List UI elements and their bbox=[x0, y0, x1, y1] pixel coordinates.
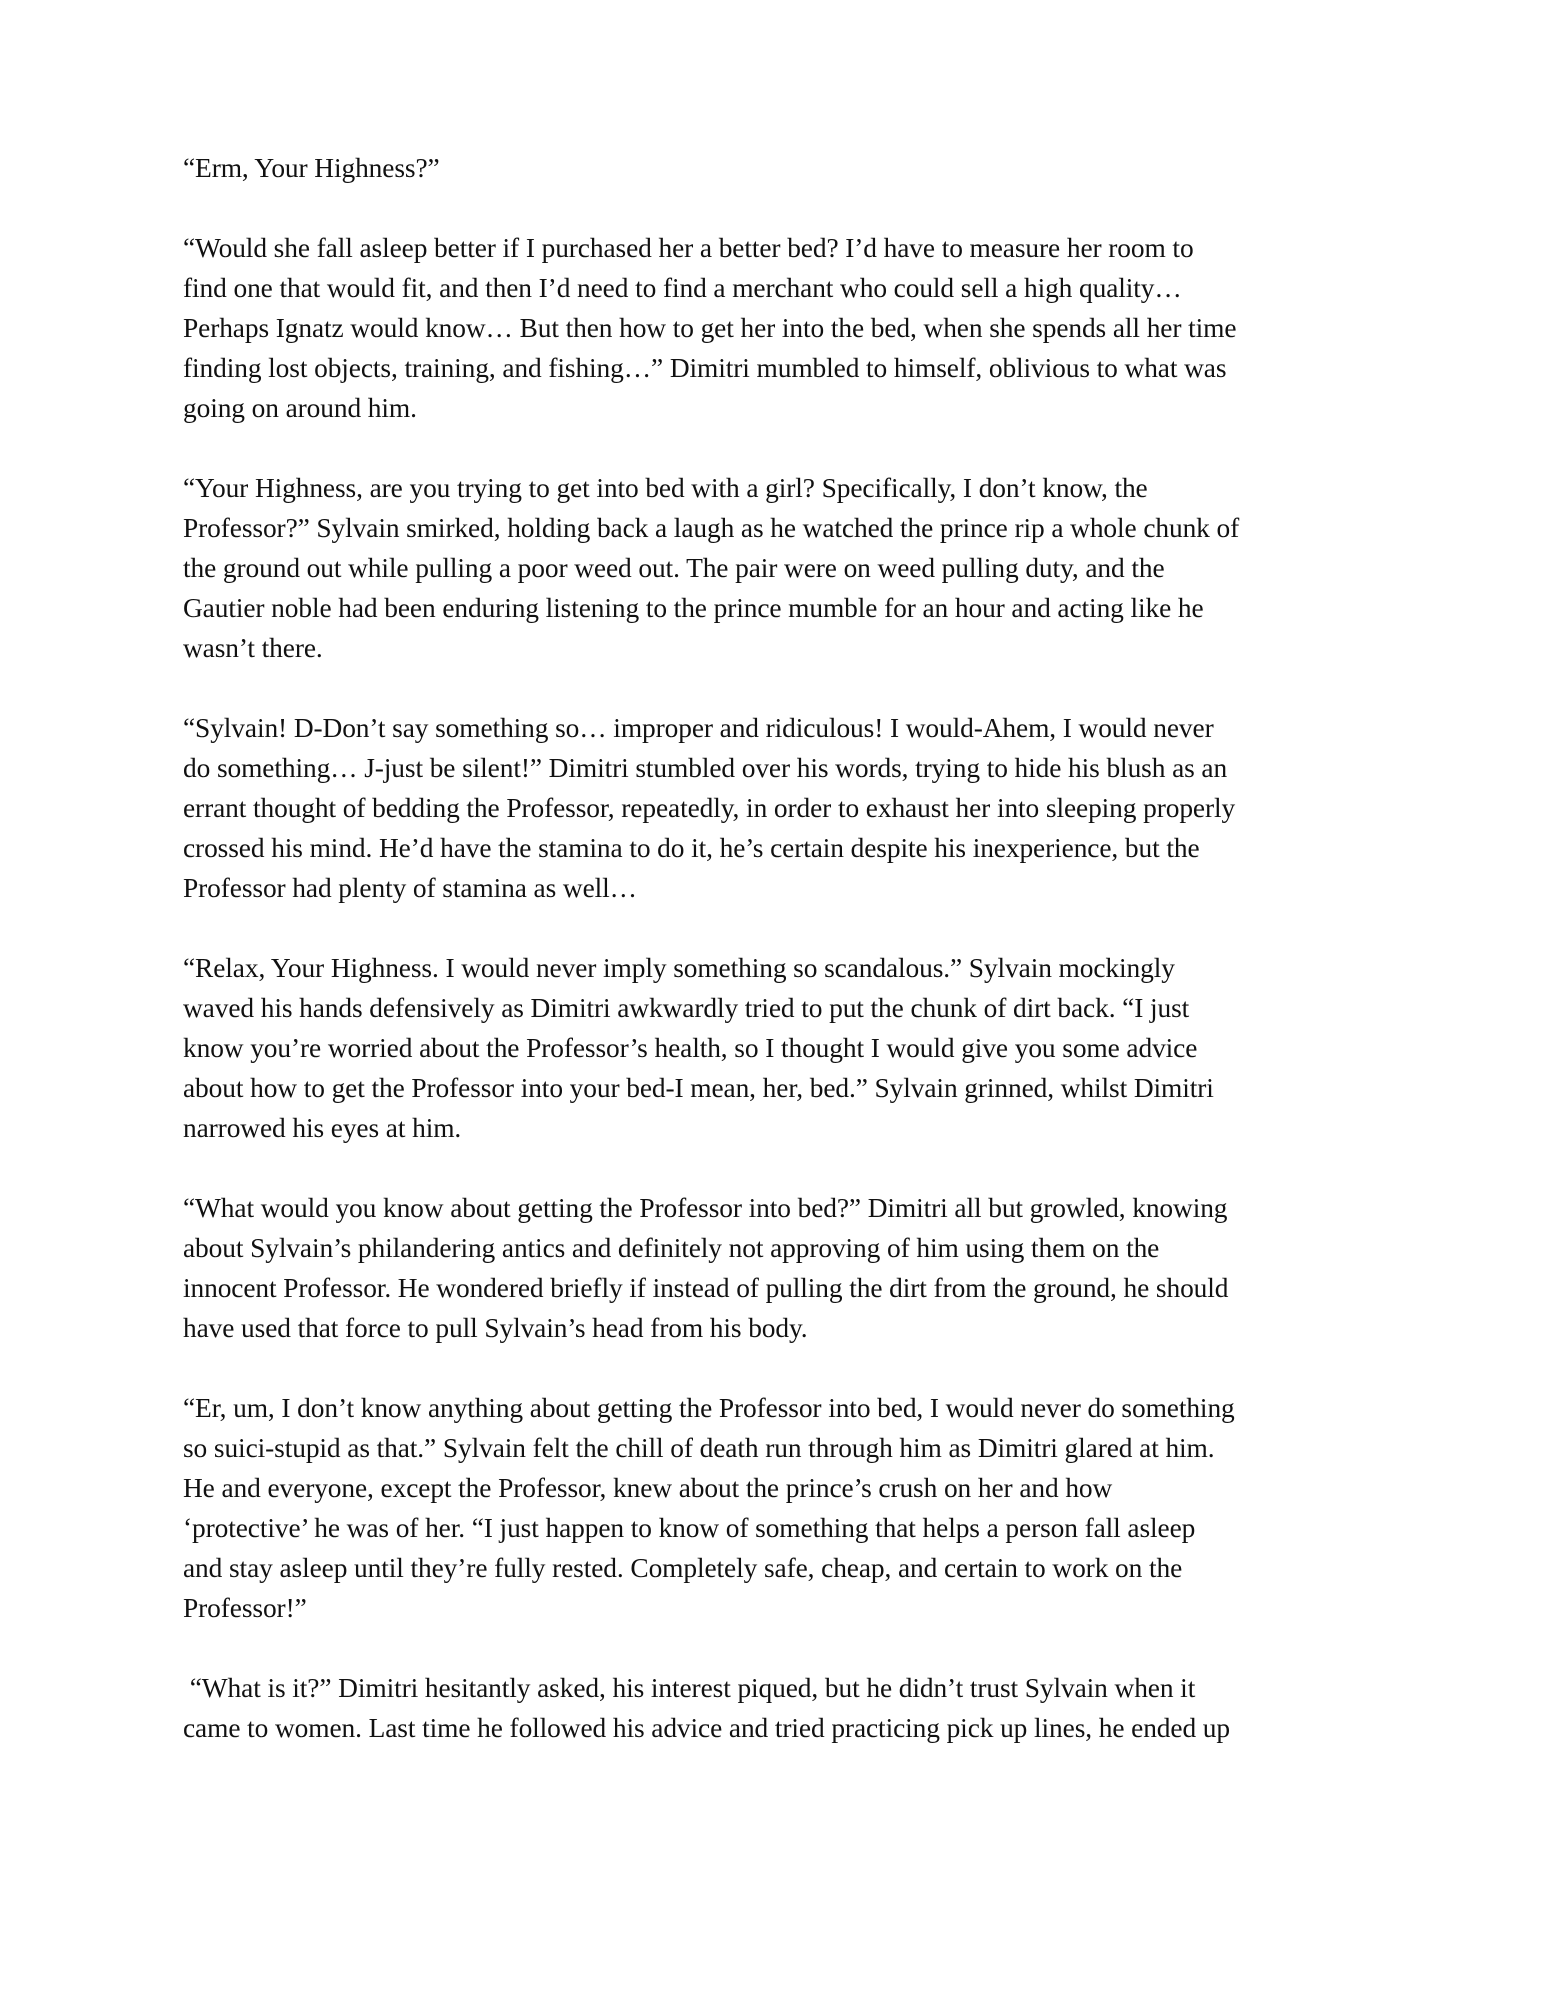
text-line: crossed his mind. He’d have the stamina to do it, he’s certain despite his inexperience, but the bbox=[183, 833, 1200, 863]
text-line: find one that would fit, and then I’d need to find a merchant who could sell a high quality… bbox=[183, 273, 1182, 303]
paragraph bbox=[183, 708, 1383, 908]
text-line: ‘protective’ he was of her. “I just happen to know of something that helps a person fall asleep bbox=[183, 1513, 1196, 1543]
text-line: have used that force to pull Sylvain’s head from his body. bbox=[183, 1313, 808, 1343]
paragraph bbox=[183, 1188, 1383, 1348]
text-line: “Erm, Your Highness?” bbox=[183, 153, 440, 183]
text-line: do something… J-just be silent!” Dimitri stumbled over his words, trying to hide his blush as an bbox=[183, 753, 1228, 783]
text-line: Gautier noble had been enduring listening to the prince mumble for an hour and acting like he bbox=[183, 593, 1204, 623]
text-line: “Relax, Your Highness. I would never imply something so scandalous.” Sylvain mockingly bbox=[183, 953, 1175, 983]
text-line: narrowed his eyes at him. bbox=[183, 1113, 462, 1143]
text-line: “Your Highness, are you trying to get into bed with a girl? Specifically, I don’t know, the bbox=[183, 473, 1148, 503]
text-line: errant thought of bedding the Professor, repeatedly, in order to exhaust her into sleeping properly bbox=[183, 793, 1236, 823]
text-line: Professor had plenty of stamina as well… bbox=[183, 873, 637, 903]
text-line: He and everyone, except the Professor, knew about the prince’s crush on her and how bbox=[183, 1473, 1113, 1503]
paragraph bbox=[183, 468, 1383, 668]
text-line: finding lost objects, training, and fishing…” Dimitri mumbled to himself, oblivious to what was bbox=[183, 353, 1227, 383]
paragraph bbox=[183, 948, 1383, 1148]
text-line: and stay asleep until they’re fully rested. Completely safe, cheap, and certain to work on the bbox=[183, 1553, 1183, 1583]
text-line: Professor!” bbox=[183, 1593, 307, 1623]
text-line: “What is it?” Dimitri hesitantly asked, his interest piqued, but he didn’t trust Sylvain when it bbox=[183, 1673, 1196, 1703]
text-line: so suici-stupid as that.” Sylvain felt the chill of death run through him as Dimitri glared at him. bbox=[183, 1433, 1215, 1463]
text-line: innocent Professor. He wondered briefly if instead of pulling the dirt from the ground, he should bbox=[183, 1273, 1229, 1303]
text-line: Professor?” Sylvain smirked, holding back a laugh as he watched the prince rip a whole chunk of bbox=[183, 513, 1240, 543]
text-line: going on around him. bbox=[183, 393, 417, 423]
paragraph bbox=[183, 148, 1383, 188]
text-line: “What would you know about getting the Professor into bed?” Dimitri all but growled, knowing bbox=[183, 1193, 1228, 1223]
text-line: the ground out while pulling a poor weed out. The pair were on weed pulling duty, and the bbox=[183, 553, 1165, 583]
text-line: wasn’t there. bbox=[183, 633, 323, 663]
text-line: “Er, um, I don’t know anything about getting the Professor into bed, I would never do something bbox=[183, 1393, 1235, 1423]
text-line: waved his hands defensively as Dimitri awkwardly tried to put the chunk of dirt back. “I just bbox=[183, 993, 1190, 1023]
text-line: “Would she fall asleep better if I purchased her a better bed? I’d have to measure her room to bbox=[183, 233, 1194, 263]
paragraph bbox=[183, 1668, 1383, 1748]
document-body bbox=[183, 148, 1383, 1788]
text-line: about Sylvain’s philandering antics and definitely not approving of him using them on the bbox=[183, 1233, 1160, 1263]
text-line: about how to get the Professor into your bed-I mean, her, bed.” Sylvain grinned, whilst Dimitri bbox=[183, 1073, 1214, 1103]
paragraph bbox=[183, 1388, 1383, 1628]
text-line: Perhaps Ignatz would know… But then how to get her into the bed, when she spends all her time bbox=[183, 313, 1237, 343]
paragraph bbox=[183, 228, 1383, 428]
text-line: know you’re worried about the Professor’s health, so I thought I would give you some advice bbox=[183, 1033, 1198, 1063]
text-line: came to women. Last time he followed his advice and tried practicing pick up lines, he ended up bbox=[183, 1713, 1230, 1743]
text-line: “Sylvain! D-Don’t say something so… improper and ridiculous! I would-Ahem, I would never bbox=[183, 713, 1214, 743]
